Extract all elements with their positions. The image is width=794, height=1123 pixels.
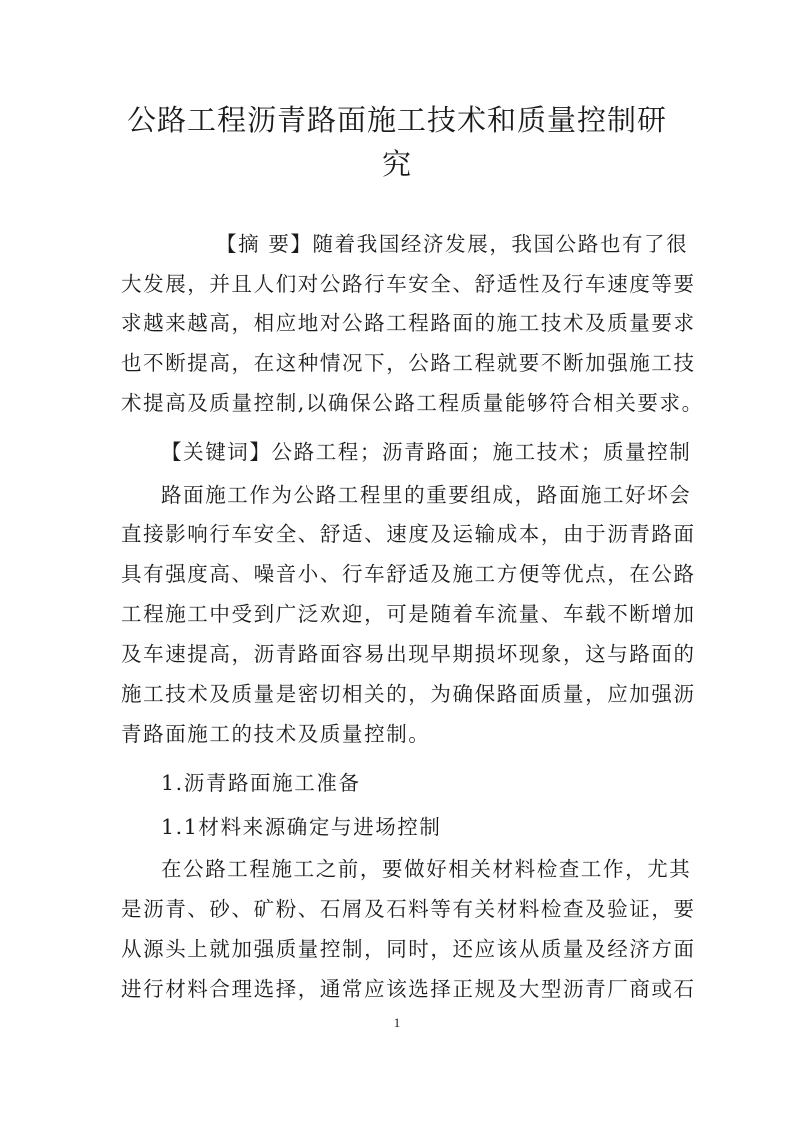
body-line-3: 从源头上就加强质量控制，同时，还应该从质量及经济方面 [121, 937, 696, 961]
intro-line-7: 青路面施工的技术及质量控制。 [121, 722, 431, 746]
intro-line-6: 施工技术及质量是密切相关的，为确保路面质量，应加强沥 [121, 682, 696, 706]
keywords-line: 【关键词】公路工程；沥青路面；施工技术；质量控制 [161, 440, 692, 464]
body-line-2: 是沥青、砂、矿粉、石屑及石料等有关材料检查及验证，要 [121, 897, 696, 921]
intro-line-3: 具有强度高、噪音小、行车舒适及施工方便等优点，在公路 [121, 562, 696, 586]
abstract-line-5: 术提高及质量控制,以确保公路工程质量能够符合相关要求。 [121, 391, 704, 415]
abstract-line-3: 求越来越高，相应地对公路工程路面的施工技术及质量要求 [121, 311, 696, 335]
abstract-line-2: 大发展，并且人们对公路行车安全、舒适性及行车速度等要 [121, 272, 696, 296]
section-heading-1-1: 1.1材料来源确定与进场控制 [161, 815, 442, 839]
abstract-line-4: 也不断提高，在这种情况下，公路工程就要不断加强施工技 [121, 351, 696, 375]
abstract-line-1: 【摘 要】随着我国经济发展，我国公路也有了很 [216, 232, 689, 256]
body-line-1: 在公路工程施工之前，要做好相关材料检查工作，尤其 [161, 857, 692, 881]
intro-line-1: 路面施工作为公路工程里的重要组成，路面施工好坏会 [161, 483, 692, 507]
intro-line-5: 及车速提高，沥青路面容易出现早期损坏现象，这与路面的 [121, 642, 696, 666]
section-heading-1: 1.沥青路面施工准备 [161, 771, 361, 795]
body-line-4: 进行材料合理选择，通常应该选择正规及大型沥青厂商或石 [121, 977, 696, 1001]
page-number: 1 [393, 1015, 401, 1030]
intro-line-4: 工程施工中受到广泛欢迎，可是随着车流量、车载不断增加 [121, 602, 696, 626]
document-title-line-1: 公路工程沥青路面施工技术和质量控制研 [126, 103, 667, 137]
document-title-line-2: 究 [381, 147, 412, 181]
intro-line-2: 直接影响行车安全、舒适、速度及运输成本，由于沥青路面 [121, 522, 696, 546]
